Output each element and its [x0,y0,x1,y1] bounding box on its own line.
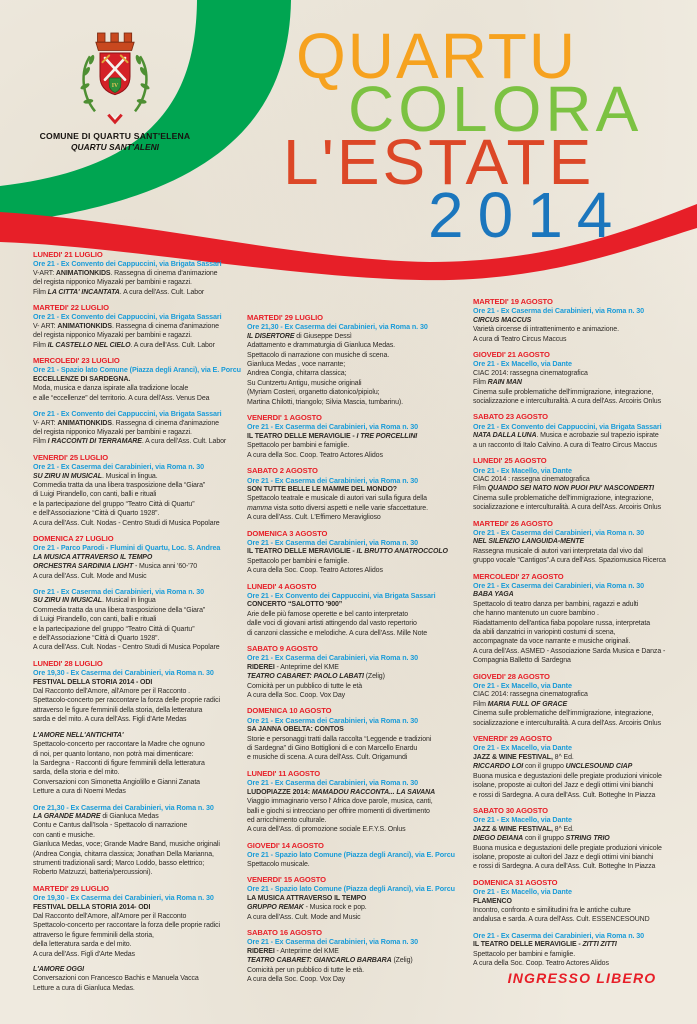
event-text-line: Film I RACCONTI DI TERRAMARE. A cura dell'Ass. Cult. Labor [33,438,227,446]
event-text-line: SU ZIRU IN MUSICAL. Musical in lingua [33,597,156,605]
event-text-line: e la partecipazione del gruppo “Teatro Città di Quartu” [33,500,195,508]
event-text-line: Spettacolo teatrale e musicale di autori vari sulla figura della [247,495,427,503]
event-text-line: Film LA CITTA' INCANTATA. A cura dell'Ass. Cult. Labor [33,288,205,296]
event-item [247,769,467,835]
event-item [247,928,467,984]
event-text-line: socializzazione e interculturalità. A cura dell'Ass. Arcoiris Onlus [473,504,662,512]
event-date: SABATO 30 AGOSTO [473,805,548,815]
event-text-line: Andrea Congia, chitarra classica; [247,370,347,378]
event-date: DOMENICA 10 AGOSTO [247,706,332,716]
event-date: DOMENICA 31 AGOSTO [473,877,558,887]
event-text-line: Gianluca Medas , voce narrante; [247,361,346,369]
event-text-line: A cura dell'Ass. Cult. Nodas - Centro Studi di Musica Popolare [33,644,220,652]
event-text-line: SA JANNA OBELTA: CONTOS [247,726,344,734]
event-text-line: GRUPPO REMAK - Musica rock e pop. [247,904,367,912]
event-text-line: Spettacolo-concerto per raccontare la forza delle proprie radici [33,922,220,930]
event-venue: Ore 21 - Parco Parodi - Flumini di Quartu, Loc. S. Andrea [33,543,221,553]
event-text-line: A cura della Soc. Coop. Vox Day [247,976,346,983]
event-item [33,965,243,993]
event-date: SABATO 23 AGOSTO [473,412,548,422]
event-text-line: dalle voci di giovani artisti attingendo dal vasto repertorio [247,620,417,628]
event-text-line: e musiche di scena. A cura dell'Ass. Cult. Origamundi [247,754,408,762]
event-item [33,659,243,725]
event-text-line: Spettacolo per bambini e famiglie. [247,442,350,450]
event-text-line: Buona musica e degustazioni delle pregiate produzioni vinicole [473,772,662,780]
event-text-line: di Luigi Pirandello, con canti, balli e rituali [33,491,157,499]
event-text-line: sarda, della storia e del mito. [33,769,120,777]
event-venue: Ore 19,30 - Ex Caserma dei Carabinieri, via Roma n. 30 [33,893,214,903]
event-venue: Ore 21 - Ex Caserma dei Carabinieri, via Roma n. 30 [247,653,419,663]
event-text-line: del regista nipponico Miyazaki per bambini e ragazzi. [33,428,192,436]
event-text-line: isolane, proposte ai cultori del Jazz e degli ottimi vini bianchi [473,782,654,790]
event-venue: Ore 21 - Ex Macello, via Dante [473,743,572,753]
event-item [33,250,243,297]
event-venue: Ore 21 - Spazio lato Comune (Piazza degli Aranci), via E. Porcu [33,365,241,375]
event-text-line: A cura di Teatro Circus Maccus [473,335,567,343]
event-text-line: Commedia tratta da una libera trasposizione della “Giara” [33,606,206,614]
event-text-line: Arie delle più famose operette e bel canto interpretato [247,610,409,618]
event-text-line: TEATRO CABARET: GIANCARLO BARBARA (Zelig) [247,957,413,965]
event-date: MERCOLEDI' 27 AGOSTO [473,571,564,581]
event-text-line: Buona musica e degustazioni delle pregiate produzioni vinicole [473,844,662,852]
event-item [33,731,243,797]
event-date: VENERDI' 1 AGOSTO [247,413,322,423]
event-text-line: gruppo vocale “Cantigos”.A cura dell'Ass. Spaziomusica Ricerca [473,557,666,565]
event-text-line: di Luigi Pirandello, con canti, balli e rituali [33,616,157,624]
event-text-line: Film RAIN MAN [473,379,522,387]
event-text-line: Gianluca Medas, voce; Grande Madre Band, musiche originali [33,841,220,849]
event-text-line: CIAC 2014: rassegna cinematografica [473,369,588,377]
event-text-line: A cura dell'Ass. di promozione sociale E.F.Y.S. Onlus [247,826,406,834]
event-text-line: LA MUSICA ATTRAVERSO IL TEMPO [247,894,367,902]
event-text-line: del regista nipponico Miyazaki per bambini e ragazzi. [33,332,192,340]
event-text-line: ECCELLENZE DI SARDEGNA. [33,375,131,383]
event-text-line: V- ART: ANIMATIONKIDS. Rassegna di cinema d'animazione [33,322,219,330]
event-text-line: (Myriam Costeri, organetto diatonico/pipiolu; [247,389,380,397]
event-text-line: Dal Racconto dell'Amore, all'Amore per il Racconto . [33,688,190,696]
event-text-line: Cinema sulle problematiche dell'immigrazione, integrazione, [473,710,654,718]
event-text-line: CIAC 2014: rassegna cinematografica [473,691,588,699]
event-venue: Ore 21 - Ex Convento dei Cappuccini, via Brigata Sassari [247,590,436,600]
event-text-line: A cura dell'Ass. Figli d'Arte Medas [33,950,135,958]
event-text-line: e la partecipazione del gruppo “Teatro Città di Quartu” [33,625,195,633]
event-text-line: da abili danzatrici in variopinti costumi di scena, [473,629,616,636]
event-text-line: Storie e personaggi tratti dalla raccolta “Leggende e tradizioni [247,735,432,743]
event-venue: Ore 21 - Ex Macello, via Dante [473,815,572,825]
event-venue: Ore 21 - Ex Macello, via Dante [473,887,572,897]
event-text-line: andalusa e sarda. A cura dell'Ass. Cult. ESSENCESOUND [473,916,650,924]
event-text-line: A cura dell'Ass. Cult. Mode and Music [33,572,147,580]
municipality-name-sardinian: QUARTU SANT'ALENI [71,142,159,152]
event-item [33,534,243,581]
event-text-line: accompagnate da voce narrante e musiche originali. [473,638,631,646]
event-text-line: Spettacolo di teatro danza per bambini, ragazzi e adulti [473,600,639,608]
event-text-line: IL TEATRO DELLE MERAVIGLIE - ZITTI ZITTI [473,941,617,949]
event-date: VENERDI' 29 AGOSTO [473,734,552,744]
event-date: MARTEDI' 29 LUGLIO [247,313,323,322]
event-text-line: SU ZIRU IN MUSICAL. Musical in lingua. [33,472,158,480]
event-text-line: A cura della Soc. Coop. Vox Day [247,692,346,700]
event-text-line: Film MARIA FULL OF GRACE [473,700,568,708]
event-text-line: strumenti tradizionali sardi; Marco Loddo, basso elettrico; [33,859,205,867]
event-item [247,582,467,638]
event-text-line: Conversazioni con Francesco Bachis e Manuela Vacca [33,975,199,983]
event-text-line: e alle “eccellenze” del territorio. A cura dell'Ass. Venus Dea [33,394,210,402]
event-text-line: RIDEREI - Anteprime del KME [247,947,339,955]
event-item [247,875,467,922]
event-item [473,672,691,728]
event-text-line: e rossi di Sardegna. A cura dell'Ass. Cult. Botteghe In Piazza [473,791,656,799]
event-text-line: Rassegna musicale di autori vari interpretata dal vivo dal [473,547,643,555]
event-date: LUNEDI' 25 AGOSTO [473,456,547,466]
event-item [247,841,467,869]
event-venue: Ore 21 - Ex Convento dei Cappuccini, via Brigata Sassari [33,312,222,322]
event-text-line: Martina Chilotti, triangolo; Silvia Mascia, tumbarinu). [247,398,403,406]
event-text-line: Roberto Matzuzzi, batteria/percussioni). [33,869,153,877]
events-column-july [33,250,243,999]
event-text-line: balli e giochi si intrecciano per offrire momenti di divertimento [247,807,430,815]
event-text-line: sarda e del mito. A cura dell'Ass. Figli d'Arte Medas [33,716,187,724]
event-item [33,409,243,447]
event-item [33,884,243,959]
event-venue: Ore 21 - Ex Macello, via Dante [473,681,572,691]
event-item [33,356,243,403]
event-text-line: Spettacolo per bambini e famiglie. [473,950,576,958]
event-text-line: Contu e Cantus dall'Isola - Spettacolo di narrazione [33,822,188,830]
event-text-line: Film IL CASTELLO NEL CIELO. A cura dell'Ass. Cult. Labor [33,341,215,349]
event-text-line: Letture a cura di Noemi Medas [33,788,126,796]
event-text-line: RICCARDO LOI con il gruppo UNCLESOUND CIAP [473,763,633,771]
event-venue: Ore 21 - Ex Caserma dei Carabinieri, via Roma n. 30 [33,462,205,472]
event-text-line: mamma vista sotto diversi aspetti e nelle varie sfaccettature. [247,504,428,512]
event-item [247,413,467,460]
event-venue: Ore 21 - Ex Macello, via Dante [473,465,572,475]
event-text-line: FESTIVAL DELLA STORIA 2014- ODI [33,903,151,911]
event-text-line: JAZZ & WINE FESTIVAL, 8^ Ed. [473,753,574,761]
event-venue: Ore 21,30 - Ex Caserma dei Carabinieri, via Roma n. 30 [247,322,428,332]
municipality-name: COMUNE DI QUARTU SANT'ELENA [39,131,191,141]
event-text-line: e rossi di Sardegna. A cura dell'Ass. Cult. Botteghe In Piazza [473,863,656,871]
event-text-line: A cura dell'Ass. Cult. Mode and Music [247,913,361,921]
event-item [33,303,243,350]
event-text-line: Riadattamento dell'antica fiaba popolare russa, interpretata [473,619,651,627]
event-text-line: A cura dell'Ass. Cult. L'Effimero Meraviglioso [247,514,381,522]
event-text-line: Comicità per un pubblico di tutte le età [247,682,363,690]
event-venue: Ore 21 - Ex Macello, via Dante [473,359,572,369]
event-venue: Ore 21 - Ex Convento dei Cappuccini, via Brigata Sassari [473,421,662,431]
event-text-line: con canti e musiche. [33,831,95,839]
title-word-colora: COLORA [348,73,643,145]
event-text-line: e dell'Associazione “Città di Quarto 1928”. [33,635,160,643]
event-text-line: LA GRANDE MADRE di Gianluca Medas [33,812,159,820]
event-venue: Ore 21 - Ex Caserma dei Carabinieri, via Roma n. 30 [473,527,645,537]
event-text-line: Spettacolo-concerto per raccontare la forza delle proprie radici [33,697,220,705]
event-text-line: e dell'Associazione “Città di Quarto 1928”. [33,510,160,518]
event-date: SABATO 16 AGOSTO [247,927,322,937]
event-text-line: LUDOPIAZZE 2014: MAMADOU RACCONTA... LA SAVANA [247,788,436,796]
event-text-line: SON TUTTE BELLE LE MAMME DEL MONDO? [247,485,397,493]
event-text-line: IL DISERTORE di Giuseppe Dessì [247,332,352,340]
event-venue: Ore 21 - Ex Convento dei Cappuccini, via Brigata Sassari [33,409,222,419]
event-text-line: DIEGO DEIANA con il gruppo STRING TRIO [473,835,610,843]
event-venue: Ore 21 - Ex Caserma dei Carabinieri, via Roma n. 30 [247,937,419,947]
event-text-line: CIAC 2014 : rassegna cinematografica [473,475,590,483]
event-text-line: Commedia tratta da una libera trasposizione della “Giara” [33,481,206,489]
event-venue: Ore 21 - Ex Convento dei Cappuccini, via Brigata Sassari [33,259,222,269]
event-text-line: di canzoni classiche e melodiche. A cura dell'Ass. Mille Note [247,629,428,637]
event-item [473,297,691,344]
event-text-line: della letteratura sarda e del mito. [33,941,132,949]
event-text-line: Film QUANDO SEI NATO NON PUOI PIU' NASCONDERTI [473,485,655,493]
event-venue: Ore 21 - Ex Caserma dei Carabinieri, via Roma n. 30 [247,715,419,725]
event-text-line: Viaggio immaginario verso l' Africa dove parole, musica, canti, [247,798,433,806]
event-text-line: Dal Racconto dell'Amore, all'Amore per il Racconto [33,913,187,920]
event-text-line: la Sardegna - Racconti di figure femminili della letteratura [33,759,205,767]
event-date: DOMENICA 3 AGOSTO [247,528,328,538]
event-item [473,806,691,872]
event-item [473,878,691,925]
free-entry-label: INGRESSO LIBERO [507,970,657,986]
event-text-line: (Andrea Congia, chitarra classica; Jonathan Della Marianna, [33,850,214,858]
event-item [247,644,467,700]
event-text-line: Spettacolo-concerto per raccontare la Madre che ognuno [33,741,205,749]
event-item [473,734,691,800]
event-text-line: ORCHESTRA SARDINIA LIGHT - Musica anni '60-'70 [33,563,198,571]
event-text-line: BABA YAGA [473,591,514,599]
event-venue: Ore 21 - Ex Caserma dei Carabinieri, via Roma n. 30 [473,306,645,316]
event-text-line: attraverso le figure femminili della storia, [33,931,154,939]
event-text-line: Moda, musica e danza ispirate alla tradizione locale [33,385,189,393]
event-text-line: Incontro, confronto e similitudini fra le antiche culture [473,906,631,914]
event-venue: Ore 21 - Ex Caserma dei Carabinieri, via Roma n. 30 [247,422,419,432]
event-text-line: L'AMORE OGGI [33,966,85,974]
event-venue: Ore 21 - Ex Caserma dei Carabinieri, via Roma n. 30 [33,587,205,596]
event-date: LUNEDI' 21 LUGLIO [33,250,103,259]
event-text-line: A cura dell'Ass. Cult. Nodas - Centro Studi di Musica Popolare [33,519,220,527]
event-text-line: attraverso le figure femminili della storia, della letteratura [33,706,203,714]
title-word-quartu: QUARTU [296,20,578,92]
event-text-line: Spettacolo per bambini e famiglie. [247,557,350,565]
event-text-line: Spettacolo di narrazione con musiche di scena. [247,351,390,359]
event-venue: Ore 21 - Ex Caserma dei Carabinieri, via Roma n. 30 [247,778,419,788]
event-venue: Ore 21 - Spazio lato Comune (Piazza degli Aranci), via E. Porcu [247,850,455,860]
event-item [473,572,691,666]
event-text-line: TEATRO CABARET: PAOLO LABATI (Zelig) [247,673,385,681]
coat-of-arms-icon [73,28,157,128]
event-item [247,466,467,522]
event-date: GIOVEDI' 28 AGOSTO [473,671,550,681]
event-venue: Ore 21 - Ex Caserma dei Carabinieri, via Roma n. 30 [473,930,645,940]
event-text-line: FLAMENCO [473,897,512,905]
event-date: DOMENICA 27 LUGLIO [33,533,114,543]
event-item [247,706,467,762]
event-date: MARTEDI' 29 LUGLIO [33,883,109,893]
event-text-line: RIDEREI - Anteprime del KME [247,663,339,671]
event-item [473,412,691,450]
event-date: LUNEDI' 11 AGOSTO [247,768,321,778]
event-text-line: NEL SILENZIO LANGUIDA-MENTE [473,538,585,546]
event-venue: Ore 19,30 - Ex Caserma dei Carabinieri, via Roma n. 30 [33,668,214,678]
event-text-line: Adattamento e drammaturgia di Gianluca Medas. [247,342,396,350]
event-text-line: IL TEATRO DELLE MERAVIGLIE - IL BRUTTO ANATROCCOLO [247,548,448,556]
event-text-line: IL TEATRO DELLE MERAVIGLIE - I TRE PORCELLINI [247,432,418,440]
event-text-line: a un racconto di Italo Calvino. A cura di Teatro Circus Maccus [473,441,657,449]
event-date: SABATO 2 AGOSTO [247,466,318,476]
event-text-line: ed arricchimento culturale. [247,816,327,824]
event-text-line: L'AMORE NELL'ANTICHITA' [33,731,124,739]
event-text-line: Su Cuntzertu Antigu, musiche originali [247,379,362,387]
event-text-line: socializzazione e interculturalità. A cura dell'Ass. Arcoiris Onlus [473,719,662,727]
event-date: SABATO 9 AGOSTO [247,644,318,653]
event-date: MARTEDI' 26 AGOSTO [473,518,553,528]
events-column-late-august [473,297,691,974]
event-item [247,313,467,407]
event-text-line: LA MUSICA ATTRAVERSO IL TEMPO [33,553,153,561]
event-text-line: V- ART: ANIMATIONKIDS. Rassegna di cinema d'animazione [33,419,219,427]
event-item [33,587,243,653]
event-text-line: del regista nipponico Miyazaki per bambini e ragazzi. [33,279,192,287]
event-text-line: Cinema sulle problematiche dell'immigrazione, integrazione, [473,388,654,396]
event-text-line: CIRCUS MACCUS [473,316,532,324]
event-item [33,453,243,528]
event-item [473,350,691,406]
event-text-line: Spettacolo musicale. [247,860,310,868]
mural-crown [96,33,134,51]
event-text-line: V-ART: ANIMATIONKIDS. Rassegna di cinema d'animazione [33,269,218,277]
event-text-line: isolane, proposte ai cultori del Jazz e degli ottimi vini bianchi [473,853,654,861]
event-item [473,519,691,566]
event-date: LUNEDI' 28 LUGLIO [33,658,103,668]
iv-numeral: IV [111,83,119,90]
event-text-line: Letture a cura di Gianluca Medas. [33,984,135,992]
event-text-line: di Sardegna” di Gino Bottiglioni di e con Marcello Enardu [247,745,418,753]
event-venue: Ore 21 - Ex Caserma dei Carabinieri, via Roma n. 30 [247,537,419,547]
event-venue: Ore 21 - Ex Caserma dei Carabinieri, via Roma n. 30 [247,475,419,485]
event-text-line: NATA DALLA LUNA. Musica e acrobazie sul trapezio ispirate [473,432,659,440]
event-item [247,529,467,576]
event-text-line: di noi, per quanto lontano, non potrà mai dimenticare: [33,750,194,758]
event-item [473,931,691,969]
event-text-line: Comicità per un pubblico di tutte le età. [247,966,364,974]
event-date: GIOVEDI' 21 AGOSTO [473,350,550,360]
event-item [473,456,691,512]
event-venue: Ore 21 - Spazio lato Comune (Piazza degli Aranci), via E. Porcu [247,884,455,894]
event-text-line: FESTIVAL DELLA STORIA 2014 - ODI [33,678,153,686]
event-text-line: Varietà circense di intrattenimento e animazione. [473,326,619,334]
event-date: GIOVEDI' 14 AGOSTO [247,840,324,850]
event-date: MARTEDI' 19 AGOSTO [473,297,553,306]
event-text-line: che hanno mantenuto un cuore bambino . [473,610,599,618]
event-text-line: A cura dell'Ass. ASMED - Associazione Sarda Musica e Danza - [473,647,666,655]
event-date: VENERDI' 25 LUGLIO [33,452,109,462]
title-year: 2014 [428,179,627,251]
event-text-line: A cura della Soc. Coop. Teatro Actores Alidos [247,451,383,459]
event-text-line: Conversazioni con Simonetta Angiolillo e Gianni Zanata [33,778,200,786]
event-date: LUNEDI' 4 AGOSTO [247,581,317,591]
event-text-line: Compagnia Balletto di Sardegna [473,657,571,665]
event-text-line: CONCERTO “SALOTTO '900” [247,601,343,609]
title-word-lestate: L'ESTATE [283,126,595,198]
events-column-early-august [247,313,467,990]
event-text-line: Cinema sulle problematiche dell'immigrazione, integrazione, [473,494,654,502]
event-date: MARTEDI' 22 LUGLIO [33,303,109,313]
event-text-line: JAZZ & WINE FESTIVAL, 8^ Ed. [473,825,574,833]
event-venue: Ore 21,30 - Ex Caserma dei Carabinieri, via Roma n. 30 [33,802,214,812]
event-item [33,803,243,878]
event-venue: Ore 21 - Ex Caserma dei Carabinieri, via Roma n. 30 [473,580,645,590]
event-text-line: A cura della Soc. Coop. Teatro Actores Alidos [473,960,609,967]
event-text-line: socializzazione e interculturalità. A cura dell'Ass. Arcoiris Onlus [473,398,662,406]
event-text-line: A cura della Soc. Coop. Teatro Actores Alidos [247,567,383,575]
event-date: MERCOLEDI' 23 LUGLIO [33,356,120,366]
event-date: VENERDI' 15 AGOSTO [247,874,326,884]
municipal-logo [20,28,210,152]
